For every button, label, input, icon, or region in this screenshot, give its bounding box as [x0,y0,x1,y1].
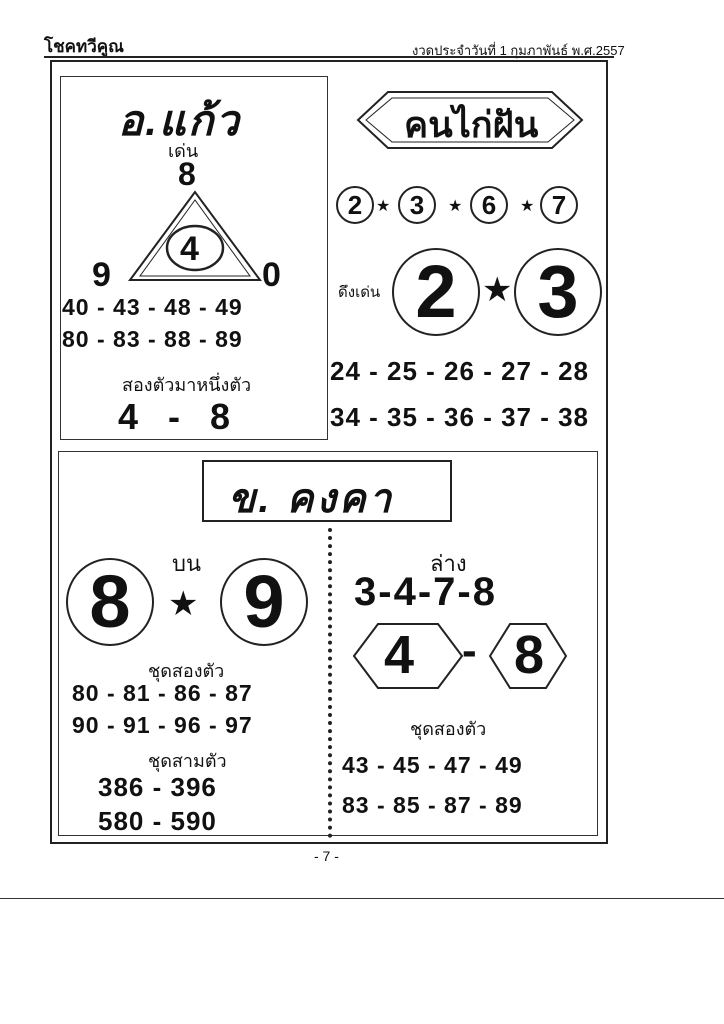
upper-circle-1: 8 [66,558,154,646]
star-icon: ★ [376,198,391,215]
column-divider [328,528,332,838]
two-set-row-1: 80 - 81 - 86 - 87 [72,680,253,706]
lower-set-row-2: 83 - 85 - 87 - 89 [342,792,523,818]
digit-circle-1: 2 [336,186,374,224]
section-ajarn-kaew-subtitle: เด่น [168,141,199,161]
triangle-center-digit: 4 [180,230,199,268]
section-kon-kai-fan-title: คนไก่ฝัน [404,104,539,145]
page-number: - 7 - [314,848,339,864]
pull-circle-2: 3 [514,248,602,336]
star-icon: ★ [448,198,463,215]
upper-circle-2: 9 [220,558,308,646]
triangle-top-digit: 8 [178,156,196,192]
ajarn-kaew-row-1: 40 - 43 - 48 - 49 [62,294,243,320]
digit-circle-2: 3 [398,186,436,224]
section-ajarn-kaew-title: อ.แก้ว [118,97,241,144]
scan-edge-line [0,898,724,899]
draw-date: งวดประจำวันที่ 1 กุมภาพันธ์ พ.ศ.2557 [412,43,625,58]
two-from-one-value: 4 - 8 [118,396,231,437]
lower-digits: 3-4-7-8 [354,570,497,614]
pull-label: ดึงเด่น [338,284,381,301]
pull-circle-1: 2 [392,248,480,336]
triangle-left-digit: 9 [92,256,111,294]
kon-kai-fan-row-2: 34 - 35 - 36 - 37 - 38 [330,402,590,432]
three-set-row-2: 580 - 590 [98,806,217,836]
ajarn-kaew-row-2: 80 - 83 - 88 - 89 [62,326,243,352]
header-divider [44,56,614,58]
two-from-one-label: สองตัวมาหนึ่งตัว [122,375,252,395]
lower-set-row-1: 43 - 45 - 47 - 49 [342,752,523,778]
digit-circle-4: 7 [540,186,578,224]
three-set-label: ชุดสามตัว [148,751,227,771]
star-icon: ★ [482,271,513,309]
triangle-right-digit: 0 [262,256,281,294]
star-icon: ★ [520,198,535,215]
magazine-name: โชคทวีคูณ [44,37,124,56]
lower-pair-dash: - [462,626,477,675]
kon-kai-fan-row-1: 24 - 25 - 26 - 27 - 28 [330,356,590,386]
two-set-row-2: 90 - 91 - 96 - 97 [72,712,253,738]
digit-circle-3: 6 [470,186,508,224]
lower-set-label: ชุดสองตัว [410,719,487,739]
three-set-row-1: 386 - 396 [98,772,217,802]
lower-pair-digit-1: 4 [384,625,415,685]
star-icon: ★ [168,585,199,623]
upper-label: บน [172,551,202,576]
section-khongkha-title: ข. คงคา [228,477,395,521]
lower-pair-digit-2: 8 [514,625,545,685]
lower-label: ล่าง [430,551,467,576]
two-set-label: ชุดสองตัว [148,661,225,681]
